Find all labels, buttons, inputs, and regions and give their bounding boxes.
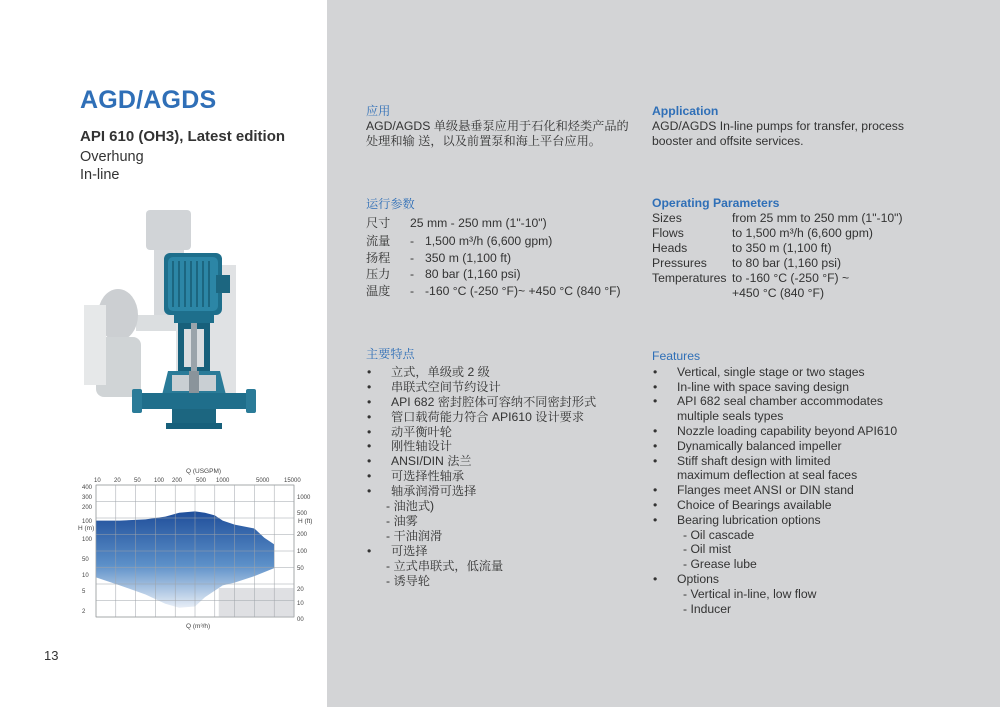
feature-item: - 油雾 xyxy=(386,513,418,528)
cn-parameter-label: 温度 xyxy=(366,283,391,298)
feature-item: - Inducer xyxy=(683,601,732,616)
chart-left-tick-label: 50 xyxy=(82,557,89,563)
feature-item: • 可选择 xyxy=(366,544,596,559)
chart-x-bottom-label: Q (m³/h) xyxy=(186,623,211,630)
cn-parameter-label: 压力 xyxy=(366,267,391,281)
en-application-line-2: booster and offsite services. xyxy=(652,134,804,148)
cn-parameter-label: 流量 xyxy=(366,234,391,248)
feature-item: maximum deflection at seal faces xyxy=(677,468,858,483)
chart-top-tick-label: 100 xyxy=(154,478,165,484)
en-parameter-value: to 350 m (1,100 ft) xyxy=(732,241,832,255)
cn-parameter-dash: - xyxy=(410,267,415,281)
cn-application-line-2: 处理和输 送，以及前置泵和海上平台应用。 xyxy=(366,134,601,148)
chart-right-tick-label: 00 xyxy=(297,617,304,623)
en-parameter-label: Flows xyxy=(652,226,684,240)
en-features-heading: Features xyxy=(652,349,701,363)
feature-item: - Vertical in-line, low flow xyxy=(683,586,817,601)
feature-item: • Bearing lubrication options xyxy=(652,513,897,528)
feature-item: - 诱导轮 xyxy=(386,573,431,588)
en-parameter-row xyxy=(652,271,903,286)
en-parameter-label xyxy=(652,286,732,301)
feature-item: • In-line with space saving design xyxy=(652,380,897,395)
feature-item: - 油池式) xyxy=(386,499,435,514)
cn-parameter-row xyxy=(366,250,621,267)
feature-item: • Dynamically balanced impeller xyxy=(652,439,897,454)
en-parameter-row xyxy=(652,226,903,241)
cn-parameter-label: 尺寸 xyxy=(366,215,391,230)
en-parameter-row xyxy=(652,211,903,226)
chart-top-tick-label: 200 xyxy=(172,478,183,484)
feature-item: - 立式串联式，低流量 xyxy=(386,558,504,573)
en-application-heading: Application xyxy=(652,104,719,118)
feature-item: • 可选择性轴承 xyxy=(366,469,596,484)
feature-item: • 立式，单级或 2 级 xyxy=(366,365,596,380)
chart-top-tick-label: 500 xyxy=(196,478,207,484)
cn-parameter-value: 350 m (1,100 ft) xyxy=(425,250,512,265)
cn-parameters-heading: 运行参数 xyxy=(366,197,415,211)
product-title: AGD/AGDS xyxy=(80,86,217,114)
feature-item: • Stiff shaft design with limited xyxy=(652,454,897,469)
chart-left-tick-label: 10 xyxy=(82,573,89,579)
chart-top-tick-label: 1000 xyxy=(216,478,230,484)
feature-item: • Options xyxy=(652,572,897,587)
en-parameter-row xyxy=(652,241,903,256)
en-parameter-value: to 80 bar (1,160 psi) xyxy=(732,256,842,270)
chart-left-tick-label: 400 xyxy=(82,485,93,491)
cn-parameters-section xyxy=(366,196,621,299)
pump-photo xyxy=(76,205,266,445)
chart-right-tick-label: 1000 xyxy=(297,495,311,501)
cn-parameter-value: 80 bar (1,160 psi) xyxy=(425,267,521,281)
chart-top-tick-label: 5000 xyxy=(256,478,270,484)
en-parameter-row xyxy=(652,256,903,271)
chart-left-tick-label: 300 xyxy=(82,495,93,501)
feature-item: • Nozzle loading capability beyond API610 xyxy=(652,424,897,439)
product-type-inline: In-line xyxy=(80,167,120,183)
product-standard: API 610 (OH3), Latest edition xyxy=(80,128,286,145)
feature-item: • 管口载荷能力符合 API610 设计要求 xyxy=(366,410,596,425)
feature-item: • API 682 密封腔体可容纳不同密封形式 xyxy=(366,395,596,410)
chart-left-tick-label: 100 xyxy=(82,519,93,525)
en-parameter-value: +450 °C (840 °F) xyxy=(732,286,825,300)
chart-top-tick-label: 20 xyxy=(114,478,121,484)
cn-parameter-row xyxy=(366,283,621,300)
en-application-section xyxy=(652,104,904,149)
feature-item: • 串联式空间节约设计 xyxy=(366,380,596,395)
feature-item: • 轴承润滑可选择 xyxy=(366,484,596,499)
feature-item: - Grease lube xyxy=(683,557,757,572)
feature-item: • 刚性轴设计 xyxy=(366,439,596,454)
chart-right-tick-label: 50 xyxy=(297,566,304,572)
en-parameter-label: Heads xyxy=(652,241,688,255)
page-number: 13 xyxy=(44,648,59,663)
feature-item: - Oil mist xyxy=(683,542,732,557)
en-parameters-section xyxy=(652,196,903,301)
feature-item: • API 682 seal chamber accommodates xyxy=(652,394,897,409)
chart-top-tick-label: 50 xyxy=(134,478,141,484)
chart-right-tick-label: 200 xyxy=(297,532,308,538)
en-features-section xyxy=(652,349,897,616)
cn-parameter-value: 25 mm - 250 mm (1"-10") xyxy=(410,215,547,230)
cn-parameter-dash: - xyxy=(410,283,415,298)
feature-item: • Flanges meet ANSI or DIN stand xyxy=(652,483,897,498)
en-parameter-value: to -160 °C (-250 °F) ~ xyxy=(732,271,850,285)
en-parameters-heading: Operating Parameters xyxy=(652,196,780,210)
performance-coverage-chart xyxy=(76,463,316,633)
feature-item: multiple seals types xyxy=(677,409,784,424)
feature-item: - Oil cascade xyxy=(683,527,755,542)
product-type xyxy=(80,148,144,184)
feature-item: • Choice of Bearings available xyxy=(652,498,897,513)
en-parameter-value: to 1,500 m³/h (6,600 gpm) xyxy=(732,226,873,240)
chart-top-tick-label: 10 xyxy=(94,478,101,484)
en-parameter-value: from 25 mm to 250 mm (1"-10") xyxy=(732,211,903,225)
cn-parameter-value: -160 °C (-250 °F)~ +450 °C (840 °F) xyxy=(425,283,621,298)
cn-parameter-dash: - xyxy=(410,234,415,248)
chart-top-tick-label: 15000 xyxy=(284,478,301,484)
chart-left-tick-label: 200 xyxy=(82,505,93,511)
product-type-overhung: Overhung xyxy=(80,149,144,165)
cn-application-heading: 应用 xyxy=(366,104,391,118)
en-parameter-label: Sizes xyxy=(652,211,682,225)
cn-features-heading: 主要特点 xyxy=(366,347,415,361)
chart-y-left-label: H (m) xyxy=(78,525,95,532)
cn-features-section xyxy=(366,347,596,589)
chart-x-top-label: Q (USGPM) xyxy=(186,468,222,475)
feature-item: • 动平衡叶轮 xyxy=(366,425,596,440)
cn-parameter-row xyxy=(366,215,621,232)
cn-parameter-row xyxy=(366,266,621,283)
chart-left-tick-label: 100 xyxy=(82,537,93,543)
chart-right-tick-label: 20 xyxy=(297,587,304,593)
chart-right-tick-label: 500 xyxy=(297,511,308,517)
feature-item: - 干油润滑 xyxy=(386,528,443,543)
feature-item: • Vertical, single stage or two stages xyxy=(652,365,897,380)
chart-left-tick-label: 2 xyxy=(82,609,86,615)
cn-parameter-value: 1,500 m³/h (6,600 gpm) xyxy=(425,234,553,248)
en-application-line-1: AGD/AGDS In-line pumps for transfer, process xyxy=(652,119,904,133)
cn-parameter-label: 扬程 xyxy=(366,250,391,265)
en-parameter-row xyxy=(652,286,903,301)
en-parameter-label: Temperatures xyxy=(652,271,727,285)
feature-item: • ANSI/DIN 法兰 xyxy=(366,454,596,469)
chart-right-tick-label: 10 xyxy=(297,601,304,607)
chart-left-tick-label: 5 xyxy=(82,589,86,595)
chart-right-tick-label: 100 xyxy=(297,549,308,555)
chart-shaded-region xyxy=(219,588,294,617)
en-parameter-label: Pressures xyxy=(652,256,707,270)
cn-parameter-row xyxy=(366,233,621,250)
cn-application-section xyxy=(366,104,629,149)
cn-parameter-dash: - xyxy=(410,250,415,265)
chart-y-right-label: H (ft) xyxy=(298,518,313,525)
cn-application-line-1: AGD/AGDS 单级悬垂泵应用于石化和烃类产品的 xyxy=(366,119,629,133)
